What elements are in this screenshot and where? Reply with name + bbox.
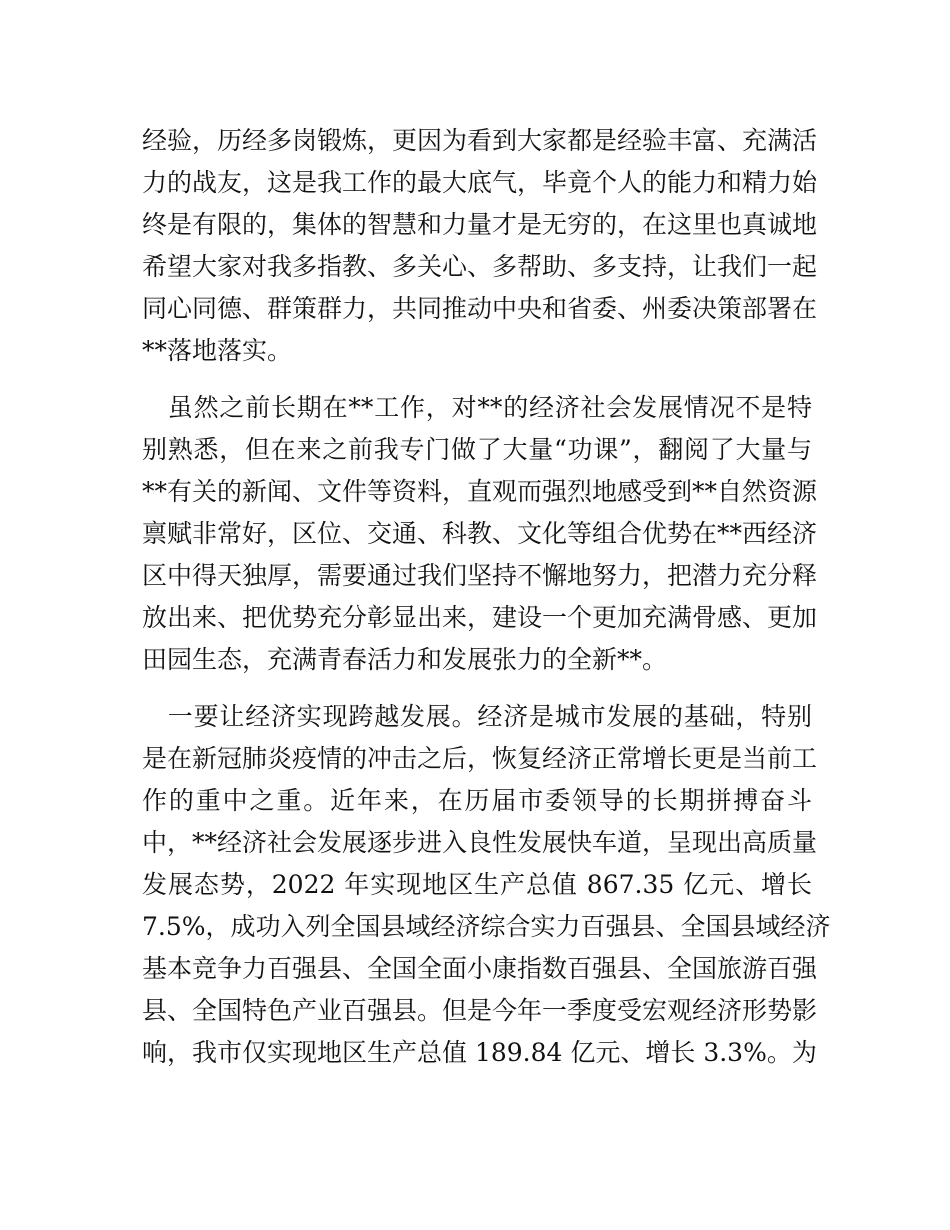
paragraph-3 [142, 696, 831, 1074]
text-line: 终是有限的，集体的智慧和力量才是无穷的，在这里也真诚地 [142, 210, 818, 239]
text-line: 基本竞争力百强县、全国全面小康指数百强县、全国旅游百强 [142, 954, 818, 983]
text-line: 力的战友，这是我工作的最大底气，毕竟个人的能力和精力始 [142, 168, 818, 197]
text-line: 7.5%，成功入列全国县域经济综合实力百强县、全国县域经济 [142, 912, 831, 941]
text-line: 禀赋非常好，区位、交通、科教、文化等组合优势在**西经济 [142, 519, 818, 548]
paragraph-1 [142, 120, 818, 372]
paragraph-2 [142, 387, 818, 681]
text-line: 田园生态，充满青春活力和发展张力的全新**。 [142, 645, 668, 674]
text-line: 发展态势，2022 年实现地区生产总值 867.35 亿元、增长 [142, 870, 812, 899]
text-line: 希望大家对我多指教、多关心、多帮助、多支持，让我们一起 [142, 252, 818, 281]
text-line: 区中得天独厚，需要通过我们坚持不懈地努力，把潜力充分释 [142, 561, 818, 590]
text-line: 一要让经济实现跨越发展。经济是城市发展的基础，特别 [142, 702, 812, 731]
text-line: **落地落实。 [142, 336, 293, 365]
text-line: 放出来、把优势充分彰显出来，建设一个更加充满骨感、更加 [142, 603, 818, 632]
body-text [142, 120, 831, 1089]
text-line: 响，我市仅实现地区生产总值 189.84 亿元、增长 3.3%。为 [142, 1038, 817, 1067]
text-line: 别熟悉，但在来之前我专门做了大量“功课”，翻阅了大量与 [142, 435, 812, 464]
text-line: 虽然之前长期在**工作，对**的经济社会发展情况不是特 [142, 393, 812, 422]
text-line: 作的重中之重。近年来，在历届市委领导的长期拼搏奋斗 [142, 786, 812, 815]
text-line: 是在新冠肺炎疫情的冲击之后，恢复经济正常增长更是当前工 [142, 744, 818, 773]
text-line: 同心同德、群策群力，共同推动中央和省委、州委决策部署在 [142, 294, 818, 323]
text-line: 经验，历经多岗锻炼，更因为看到大家都是经验丰富、充满活 [142, 126, 818, 155]
text-line: **有关的新闻、文件等资料，直观而强烈地感受到**自然资源 [142, 477, 818, 506]
text-line: 县、全国特色产业百强县。但是今年一季度受宏观经济形势影 [142, 996, 818, 1025]
text-line: 中，**经济社会发展逐步进入良性发展快车道，呈现出高质量 [142, 828, 818, 857]
